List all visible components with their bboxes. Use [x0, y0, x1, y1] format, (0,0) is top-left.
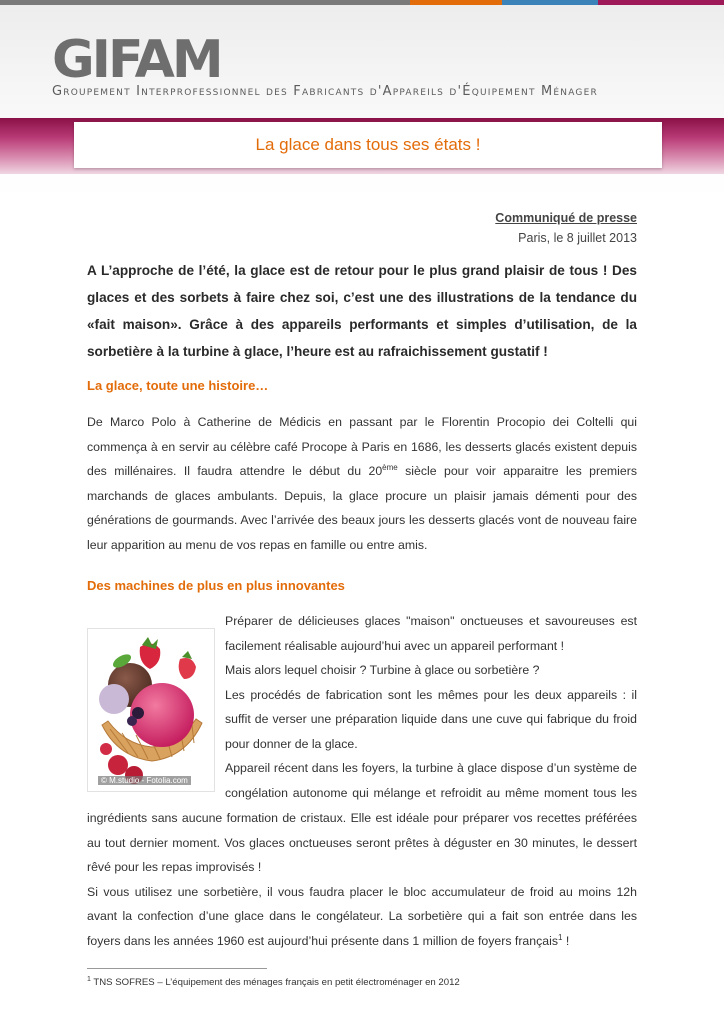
- superscript-eme: ème: [382, 462, 398, 472]
- page-title: La glace dans tous ses états !: [255, 135, 481, 154]
- intro-paragraph: A L’approche de l’été, la glace est de retour pour le plus grand plaisir de tous ! Des glaces et des sorbets à faire chez soi, c’est une des illustrations de la tendance du «fait maison». Grâce à des appareils performants et simples d’utilisation, de la sorbetière à la turbine à glace, l’heure est au rafraichissement gustatif !: [87, 263, 637, 359]
- footnote: [87, 976, 460, 988]
- machines-p2: Mais alors lequel choisir ? Turbine à glace ou sorbetière ?: [225, 663, 540, 677]
- machines-p3: Les procédés de fabrication sont les mêmes pour les deux appareils : il suffit de verser une préparation liquide dans une cuve qui fabrique du froid pour donner de la glace.: [225, 687, 637, 751]
- footnote-text: TNS SOFRES – L’équipement des ménages français en petit électroménager en 2012: [90, 977, 460, 989]
- history-text-end: siècle pour voir apparaitre les premiers marchands de glaces ambulants. Depuis, la glace procure un plaisir jamais démenti pour des générations de gourmands. Avec l’arrivée des beaux jours les desserts glacés vont de nouveau faire leur apparition au menu de vos repas en famille ou entre amis.: [87, 464, 637, 552]
- organization-name: Groupement Interprofessionnel des Fabricants d'Appareils d'Équipement Ménager: [52, 84, 598, 99]
- machines-p1: Préparer de délicieuses glaces "maison" onctueuses et savoureuses est facilement réalisable aujourd’hui avec un appareil performant !: [225, 614, 637, 653]
- footnote-marker: 1: [87, 976, 91, 983]
- history-paragraph: [87, 410, 637, 557]
- strip-gray: [0, 0, 410, 5]
- strip-orange: [410, 0, 502, 5]
- machines-p4b: ingrédients sans aucune formation de cristaux. Elle est idéale pour préparer vos recettes préférées au tout dernier moment. Vos glaces onctueuses seront prêtes à déguster en 30 minutes, le dessert rêvé pour les repas improvisés !: [87, 811, 637, 874]
- machines-full-width-text: [87, 806, 637, 953]
- strip-magenta: [598, 0, 724, 5]
- machines-p5-text: Si vous utilisez une sorbetière, il vous faudra placer le bloc accumulateur de froid au moins 12h avant la confection d’une glace dans le congélateur. La sorbetière qui a fait son entrée dans les foyers dans les années 1960 est aujourd’hui présente dans 1 million de foyers français: [87, 884, 637, 948]
- section-heading-machines: Des machines de plus en plus innovantes: [87, 578, 345, 593]
- title-box: [74, 122, 662, 168]
- color-strip: [0, 0, 724, 5]
- history-text-start: De Marco Polo à Catherine de Médicis en passant par le Florentin Procopio dei Coltelli qui commença à en servir au célèbre café Procope à Paris en 1686, les desserts glacés existent depuis des millénaires. Il faudra attendre le début du 20: [87, 415, 637, 478]
- strip-blue: [502, 0, 598, 5]
- ice-cream-photo: [87, 628, 215, 792]
- machines-p5-end: !: [562, 933, 570, 948]
- ice-cream-illustration: [88, 629, 214, 791]
- photo-credit: © M.studio - Fotolia.com: [98, 776, 191, 785]
- footnote-ref: 1: [557, 932, 563, 942]
- machines-p4a: Appareil récent dans les foyers, la turbine à glace dispose d’un système de congélation autonome qui mélange et refroidit au même moment tous les: [225, 761, 637, 800]
- press-info: [495, 208, 637, 248]
- press-date: Paris, le 8 juillet 2013: [518, 231, 637, 245]
- section-heading-history: La glace, toute une histoire…: [87, 378, 269, 393]
- machines-wrapped-text: [225, 609, 637, 805]
- press-label: Communiqué de presse: [495, 211, 637, 225]
- gifam-logo: GIFAM: [52, 30, 221, 90]
- footnote-separator: [87, 968, 267, 969]
- machines-p5: [87, 880, 637, 954]
